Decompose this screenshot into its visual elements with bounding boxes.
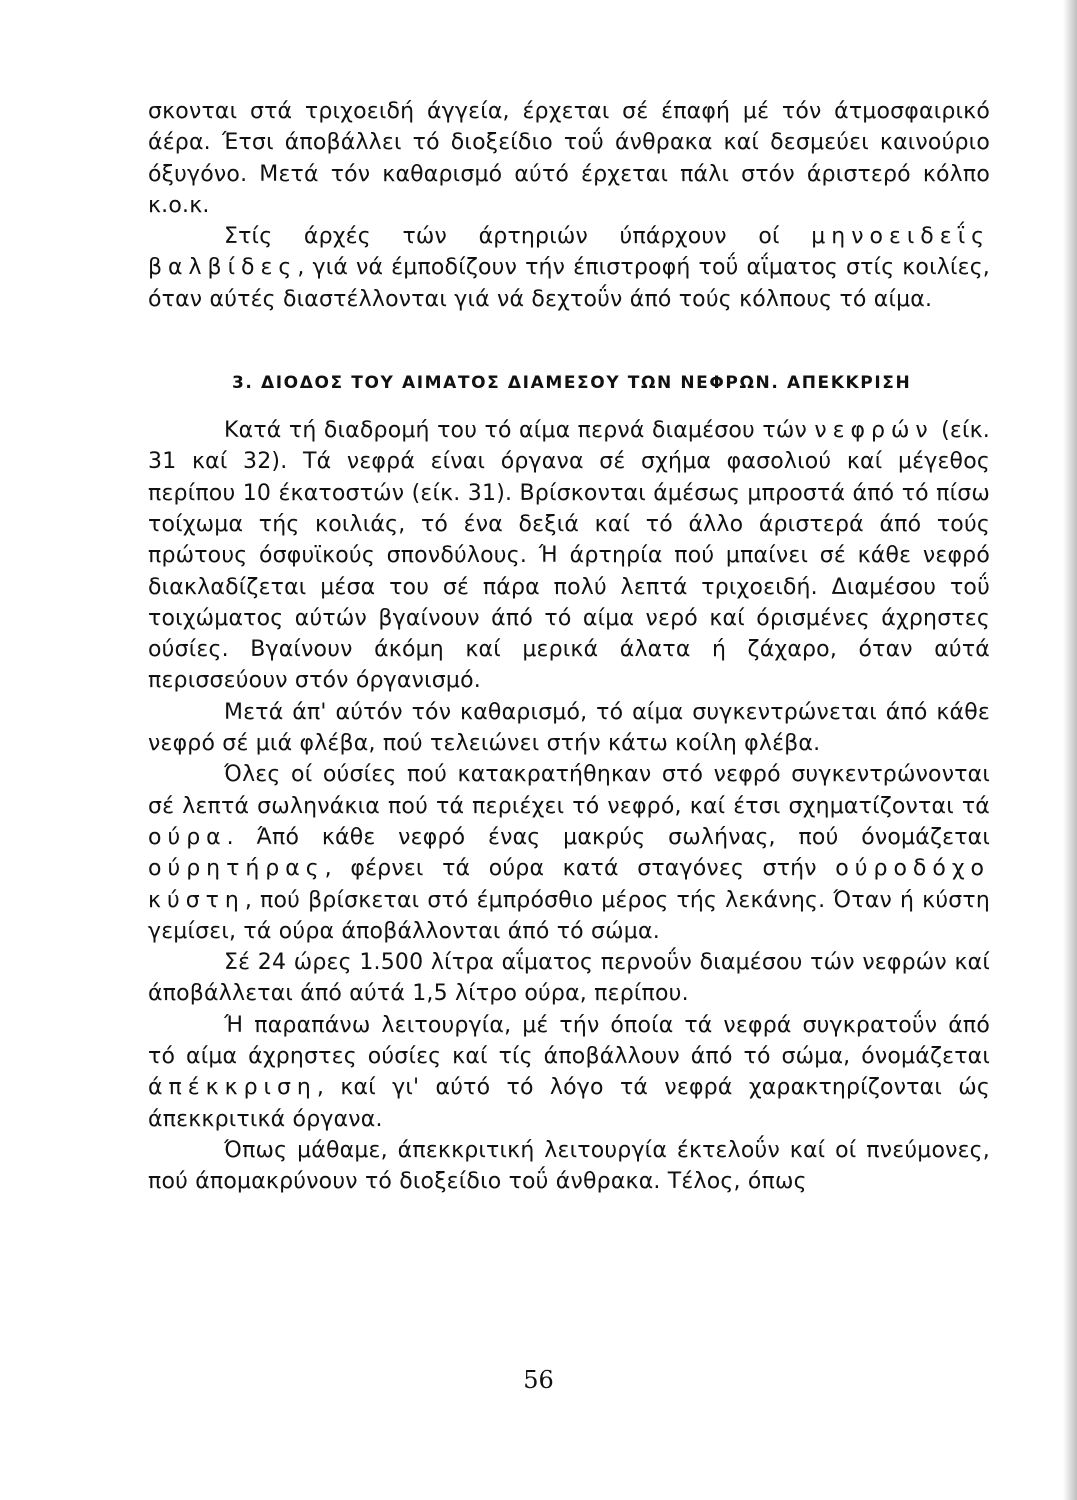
paragraph-text: . Άπό κάθε νεφρό ένας μακρύς σωλήνας, πού όνομάζεται <box>226 824 990 850</box>
spaced-term: ούροδόχο κύστη <box>148 856 990 913</box>
paragraph-text: Ή παραπάνω λειτουργία, μέ τήν όποία τά νεφρά συγκρατοΰν άπό τό αίμα άχρηστες ούσίες καί τίς άποβάλλουν άπό τό σώμα, όνομάζεται <box>148 1012 990 1070</box>
paragraph-text: σκονται στά τριχοειδή άγγεία, έρχεται σέ έπαφή μέ τόν άτμοσφαιρικό άέρα. Έτσι άποβάλλει τό διοξείδιο τοΰ άνθρακα καί δεσμεύει καινούριο όξυγόνο. Μετά τόν καθαρισμό αύτό έρχεται πάλι στόν άριστερό κόλπο κ.ο.κ. <box>148 99 990 218</box>
paragraph <box>148 415 990 697</box>
paragraph-text: Όλες οί ούσίες πού κατακρατήθηκαν στό νεφρό συγκεντρώνονται σέ λεπτά σωληνάκια πού τά περιέχει τό νεφρό, καί έτσι σχηματίζονται τά <box>148 762 990 819</box>
spaced-term: ούρητήρας <box>148 856 325 882</box>
page-number: 56 <box>523 1366 554 1394</box>
paragraph-text: , πού βρίσκεται στό έμπρόσθιο μέρος τής λεκάνης. Όταν ή κύστη γεμίσει, τά ούρα άποβάλλονται άπό τό σώμα. <box>148 887 990 944</box>
spaced-term: νεφρών <box>814 418 934 444</box>
spaced-term: ούρα <box>148 824 227 850</box>
text-block-top <box>148 96 990 315</box>
spaced-term: μηνοειδεΐς βαλβίδες <box>148 224 990 281</box>
page-edge-shadow <box>1063 0 1077 1500</box>
paragraph-text: Κατά τή διαδρομή του τό αίμα περνά διαμέσου τών <box>224 418 815 444</box>
paragraph <box>148 221 990 315</box>
paragraph-text: , γιά νά έμποδίζουν τήν έπιστροφή τοΰ αΐματος στίς κοιλίες, όταν αύτές διαστέλλονται γιά νά δεχτοΰν άπό τούς κόλπους τό αίμα. <box>148 255 990 312</box>
paragraph <box>148 759 990 947</box>
paragraph <box>148 697 990 760</box>
paragraph <box>148 1135 990 1198</box>
paragraph-text: Σέ 24 ώρες 1.500 λίτρα αΐματος περνοΰν διαμέσου τών νεφρών καί άποβάλλεται άπό αύτά 1,5 λίτρο ούρα, περίπου. <box>148 950 990 1007</box>
section-heading: 3. ΔΙΟΔΟΣ ΤΟΥ ΑΙΜΑΤΟΣ ΔΙΑΜΕΣΟΥ ΤΩΝ ΝΕΦΡΩΝ. ΑΠΕΚΚΡΙΣΗ <box>232 373 912 394</box>
text-block-main <box>148 415 990 1197</box>
paragraph-text: , καί γι' αύτό τό λόγο τά νεφρά χαρακτηρίζονται ώς άπεκκριτικά όργανα. <box>148 1075 990 1132</box>
book-page <box>148 96 990 1198</box>
paragraph <box>148 1010 990 1135</box>
paragraph-text: (είκ. 31 καί 32). Τά νεφρά είναι όργανα σέ σχήμα φασολιού καί μέγεθος περίπου 10 έκατοστών (είκ. 31). Βρίσκονται άμέσως μπροστά άπό τό πίσω τοίχωμα τής κοιλιάς, τό ένα δεξιά καί τό άλλο άριστερά άπό τούς πρώτους όσφυϊκούς σπονδύλους. Ή άρτηρία πού μπαίνει σέ κάθε νεφρό διακλαδίζεται μέσα του σέ πάρα πολύ λεπτά τριχοειδή. Διαμέσου τοΰ τοιχώματος αύτών βγαίνουν άπό τό αίμα νερό καί όρισμένες άχρηστες ούσίες. Βγαίνουν άκόμη καί μερικά άλατα ή ζάχαρο, όταν αύτά περισσεύουν στόν όργανισμό. <box>148 418 990 694</box>
spaced-term: άπέκκριση <box>148 1075 317 1101</box>
paragraph <box>148 96 990 221</box>
paragraph <box>148 947 990 1010</box>
paragraph-text: , φέρνει τά ούρα κατά σταγόνες στήν <box>324 856 836 882</box>
paragraph-text: Στίς άρχές τών άρτηριών ύπάρχουν οί <box>224 224 812 250</box>
paragraph-text: Μετά άπ' αύτόν τόν καθαρισμό, τό αίμα συγκεντρώνεται άπό κάθε νεφρό σέ μιά φλέβα, πού τελειώνει στήν κάτω κοίλη φλέβα. <box>148 699 990 757</box>
paragraph-text: Όπως μάθαμε, άπεκκριτική λειτουργία έκτελοΰν καί οί πνεύμονες, πού άπομακρύνουν τό διοξείδιο τοΰ άνθρακα. Τέλος, όπως <box>148 1137 990 1195</box>
